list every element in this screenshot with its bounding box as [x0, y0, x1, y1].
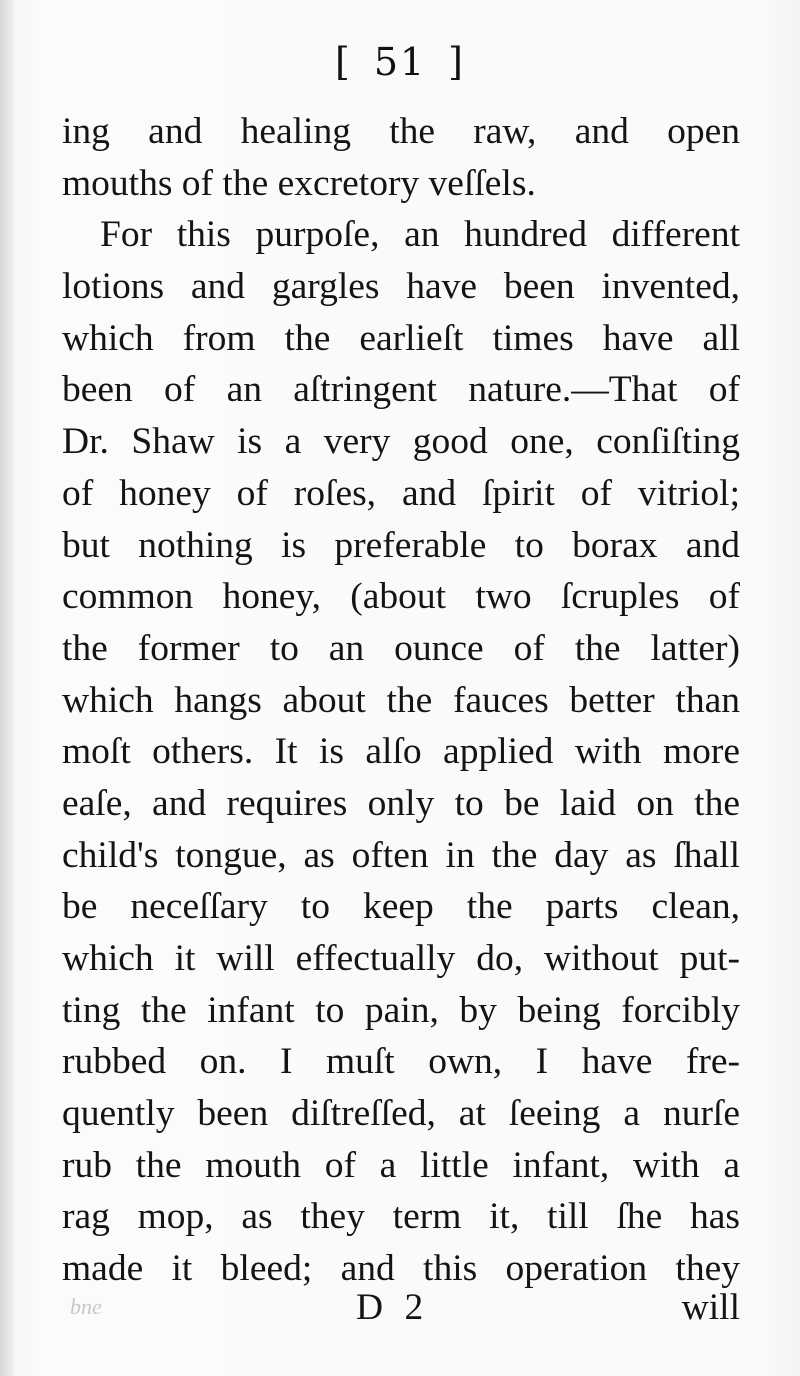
text-line: which it will effectually do, without put-	[62, 938, 740, 979]
text-line: been of an aſtringent nature.—That of	[62, 369, 740, 411]
text-line: common honey, (about two ſcruples of	[62, 576, 740, 618]
page-header	[0, 40, 800, 84]
header-close-bracket: ]	[448, 40, 465, 84]
text-line: the former to an ounce of the latter)	[62, 627, 740, 669]
text-line: mouths of the excretory veſſels.	[62, 162, 536, 204]
bleed-through-text: bne	[70, 1294, 102, 1319]
text-line: rubbed on. I muſt own, I have fre-	[62, 1041, 740, 1083]
header-open-bracket: [	[334, 40, 352, 84]
catchword: will	[681, 1287, 740, 1328]
signature-mark: D 2	[356, 1287, 430, 1328]
text-line: eaſe, and requires only to be laid on the	[62, 782, 740, 824]
text-line: but nothing is preferable to borax and	[62, 524, 740, 566]
text-line: For this purpoſe, an hundred different	[100, 214, 740, 256]
page-footer	[62, 1286, 740, 1336]
text-line: quently been diſtreſſed, at ſeeing a nurſe	[62, 1093, 740, 1135]
page-gutter-edge	[0, 0, 14, 1376]
text-line: rub the mouth of a little infant, with a	[62, 1144, 740, 1186]
text-line: which from the earlieſt times have all	[62, 317, 740, 359]
text-line: moſt others. It is alſo applied with more	[62, 731, 740, 773]
text-line: lotions and gargles have been invented,	[62, 266, 740, 308]
text-line: of honey of roſes, and ſpirit of vitriol;	[62, 472, 740, 514]
text-line: ing and healing the raw, and open	[62, 111, 740, 152]
page-number: 51	[373, 40, 427, 84]
text-line: rag mop, as they term it, till ſhe has	[62, 1196, 740, 1238]
body-text	[62, 106, 740, 1295]
text-line: which hangs about the fauces better than	[62, 679, 740, 721]
text-line: Dr. Shaw is a very good one, conſiſting	[62, 421, 740, 463]
text-line: made it bleed; and this operation they	[62, 1248, 740, 1290]
text-line: ting the infant to pain, by being forcibly	[62, 989, 740, 1031]
text-line: be neceſſary to keep the parts clean,	[62, 886, 740, 928]
text-line: child's tongue, as often in the day as ſhall	[62, 834, 740, 876]
